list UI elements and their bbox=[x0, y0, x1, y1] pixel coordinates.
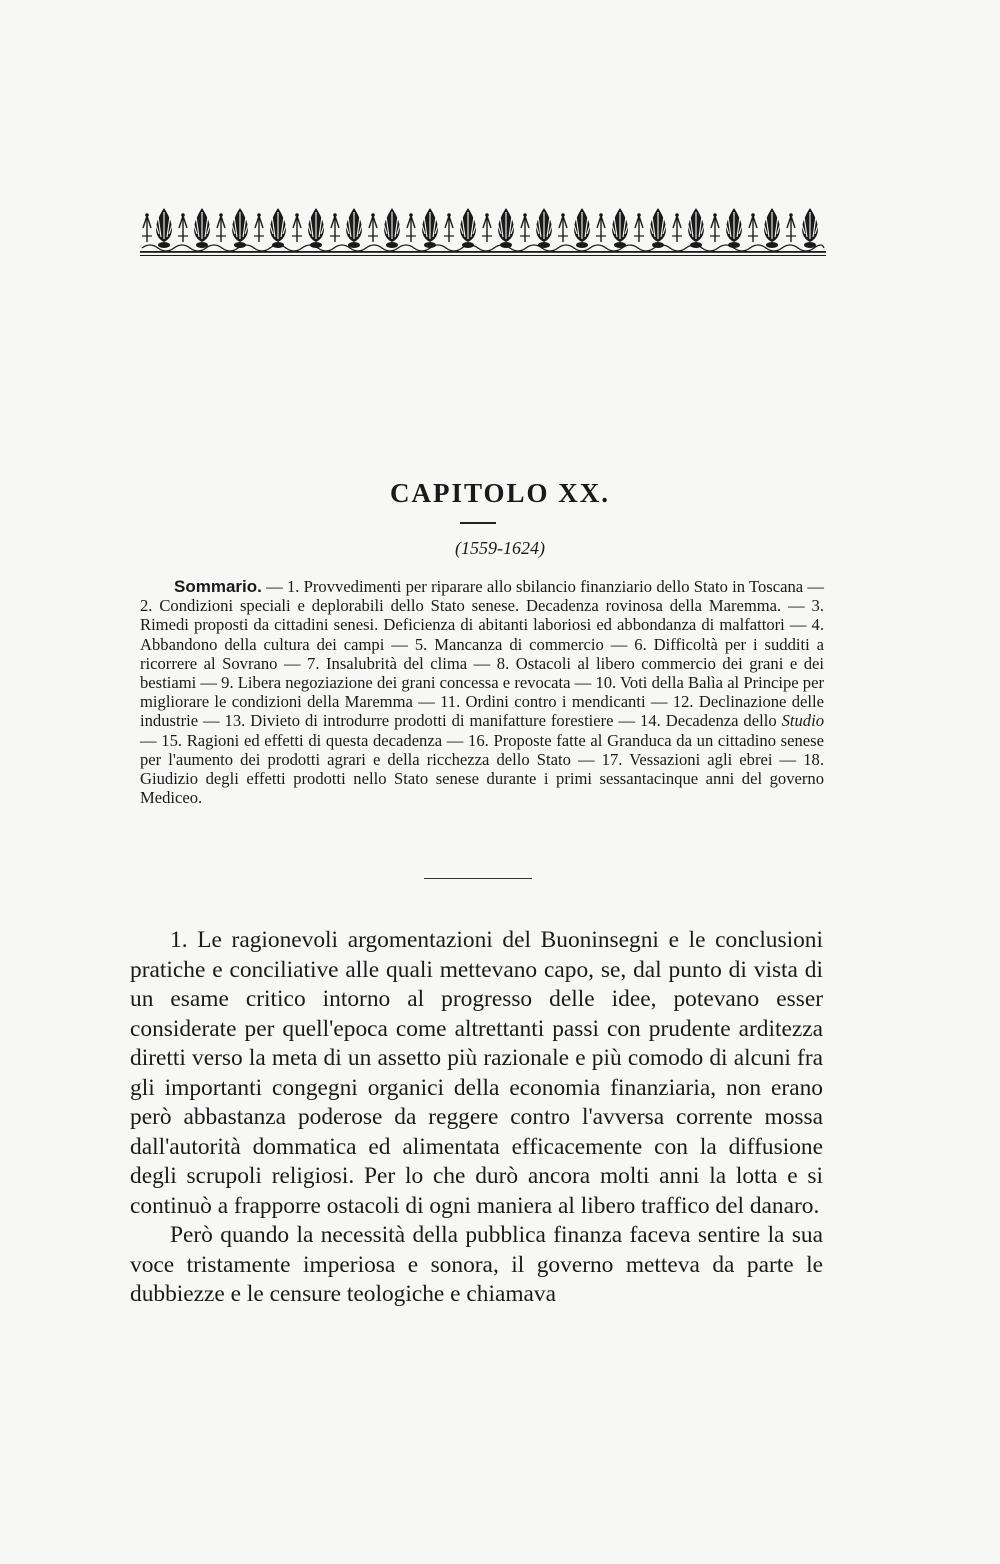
summary-text-end: — 15. Ragioni ed effetti di questa decadenza — 16. Proposte fatte al Granduca da un cittadino senese per l'aumento dei prodotti agrari e della ricchezza dello Stato — 17. Vessazioni agli ebrei — 18. Giudizio degli effetti prodotti nello Stato senese durante i primi sessantacinque anni del governo Mediceo. bbox=[140, 730, 824, 808]
summary-text: — 1. Provvedimenti per riparare allo sbilancio finanziario dello Stato in Toscana — 2. Condizioni speciali e deplorabili dello Stato senese. Decadenza rovinosa della Maremma. — 3. Rimedi proposti da cittadini senesi. Deficienza di abitanti laboriosi ed abbondanza di malfattori — 4. Abbandono della cultura dei campi — 5. Mancanza di commercio — 6. Difficoltà per i sudditi a ricorrere al Sovrano — 7. Insalubrità del clima — 8. Ostacoli al libero commercio dei grani e dei bestiami — 9. Libera negoziazione dei grani concessa e revocata — 10. Voti della Balìa al Principe per migliorare le condizioni della Maremma — 11. Ordini contro i mendicanti — 12. Declinazione delle industrie — 13. Divieto di introdurre prodotti di manifatture forestiere — 14. Decadenza dello bbox=[140, 577, 824, 731]
palmette-frieze-icon bbox=[140, 204, 826, 258]
chapter-title: CAPITOLO XX. bbox=[389, 478, 611, 508]
paragraph-2: Però quando la necessità della pubblica finanza faceva sentire la sua voce tristamente imperiosa e sonora, il governo metteva da parte le dubbiezze e le censure teologiche e chiamava bbox=[130, 1222, 823, 1307]
chapter-summary bbox=[140, 577, 824, 807]
paragraph-1: 1. Le ragionevoli argomentazioni del Buoninsegni e le conclusioni pratiche e conciliative alle quali mettevano capo, se, dal punto di vista di un esame critico intorno al progresso delle idee, potevano esser considerate per quell'epoca come altrettanti passi con prudente arditezza diretti verso la meta di un assetto più razionale e più comodo di alcuni fra gli importanti congegni organici della economia finanziaria, non erano però abbastanza poderose da reggere contro l'avversa corrente mossa dall'autorità dommatica ed alimentata efficacemente con la diffusione degli scrupoli religiosi. Per lo che durò ancora molti anni la lotta e si continuò a frapporre ostacoli di ogni maniera al libero traffico del danaro. bbox=[130, 927, 823, 1219]
summary-label: Sommario. bbox=[174, 577, 262, 596]
section-divider bbox=[424, 878, 532, 879]
title-divider bbox=[460, 522, 496, 524]
summary-text-italic: Studio bbox=[781, 711, 824, 731]
chapter-dates: (1559-1624) bbox=[455, 538, 545, 558]
body-text bbox=[130, 926, 823, 1310]
